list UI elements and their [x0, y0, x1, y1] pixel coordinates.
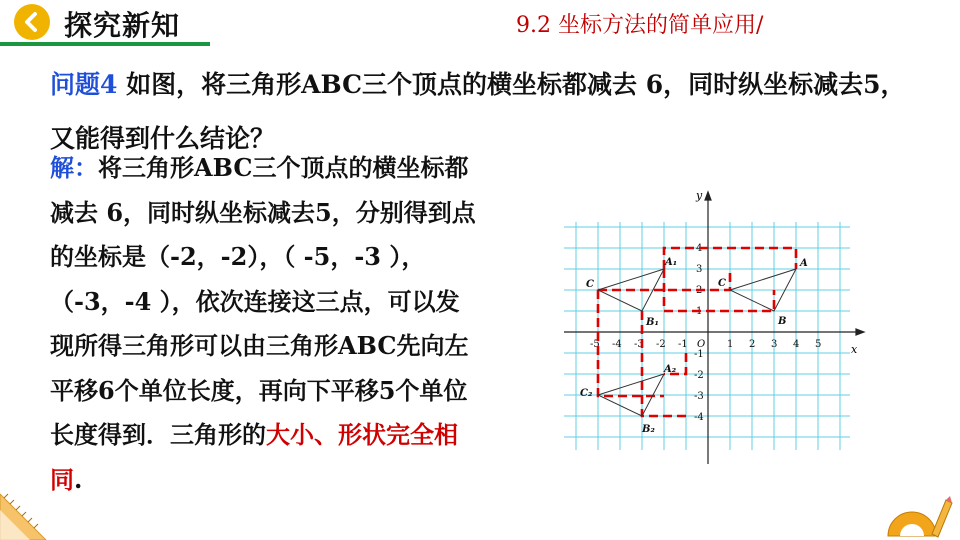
x-tick: 1	[727, 339, 734, 350]
x-tick-labels	[590, 339, 821, 350]
solution-highlight: 大小、形状完全相同	[50, 420, 458, 494]
x-tick: 5	[815, 339, 822, 350]
ruler-decoration-icon	[0, 486, 54, 540]
solution-end: .	[74, 464, 83, 494]
lesson-title: 9.2 坐标方法的简单应用/	[516, 13, 764, 38]
y-tick: 3	[696, 264, 703, 275]
question-text: 如图，将三角形ABC三个顶点的横坐标都减去 6，同时纵坐标减去5，又能得到什么结论？	[50, 70, 906, 153]
x-tick: -2	[656, 339, 666, 350]
section-title: 探究新知	[64, 9, 181, 42]
x-tick: -4	[612, 339, 622, 350]
x-tick: -5	[590, 339, 600, 350]
x-tick: 2	[749, 339, 756, 350]
y-tick-labels	[694, 243, 704, 423]
protractor-pencil-icon	[884, 494, 954, 538]
back-button[interactable]	[14, 4, 50, 40]
slide-header	[0, 0, 960, 46]
header-underline	[0, 42, 210, 46]
label-a2: A₂	[664, 364, 677, 375]
y-tick: -1	[694, 349, 704, 360]
y-tick: -3	[694, 391, 704, 402]
y-axis-label: y	[696, 189, 703, 202]
y-tick: -4	[694, 412, 704, 423]
y-tick: 4	[696, 243, 703, 254]
label-c2: C₂	[580, 388, 593, 399]
chevron-left-icon	[21, 11, 43, 33]
label-c: C	[718, 278, 726, 289]
origin-label: O	[697, 339, 706, 350]
question-label: 问题4	[50, 70, 118, 99]
x-tick: 4	[793, 339, 800, 350]
y-tick: -2	[694, 370, 704, 381]
axes	[564, 192, 864, 464]
label-b: B	[778, 316, 787, 327]
x-tick: -3	[634, 339, 644, 350]
label-a: A	[800, 258, 808, 269]
x-axis-label: x	[851, 343, 858, 356]
solution-label: 解：	[50, 153, 98, 182]
x-tick: -1	[678, 339, 688, 350]
solution-block	[50, 146, 480, 502]
label-b1: B₁	[646, 317, 659, 328]
y-tick: 1	[696, 306, 703, 317]
coordinate-graph	[560, 180, 880, 470]
grid	[564, 222, 850, 450]
y-tick: 2	[696, 285, 703, 296]
solution-text: 将三角形ABC三个顶点的横坐标都减去 6，同时纵坐标减去5，分别得到点的坐标是（-2，-2），（ -5，-3 ），（-3，-4 ），依次连接这三点，可以发现所得三角形可以由三角形ABC先向左平移6个单位长度，再向下平移5个单位长度得到．三角形的	[50, 153, 476, 449]
label-a1: A₁	[665, 257, 678, 268]
label-b2: B₂	[642, 424, 655, 435]
x-tick: 3	[771, 339, 778, 350]
label-c1: C	[586, 279, 594, 290]
